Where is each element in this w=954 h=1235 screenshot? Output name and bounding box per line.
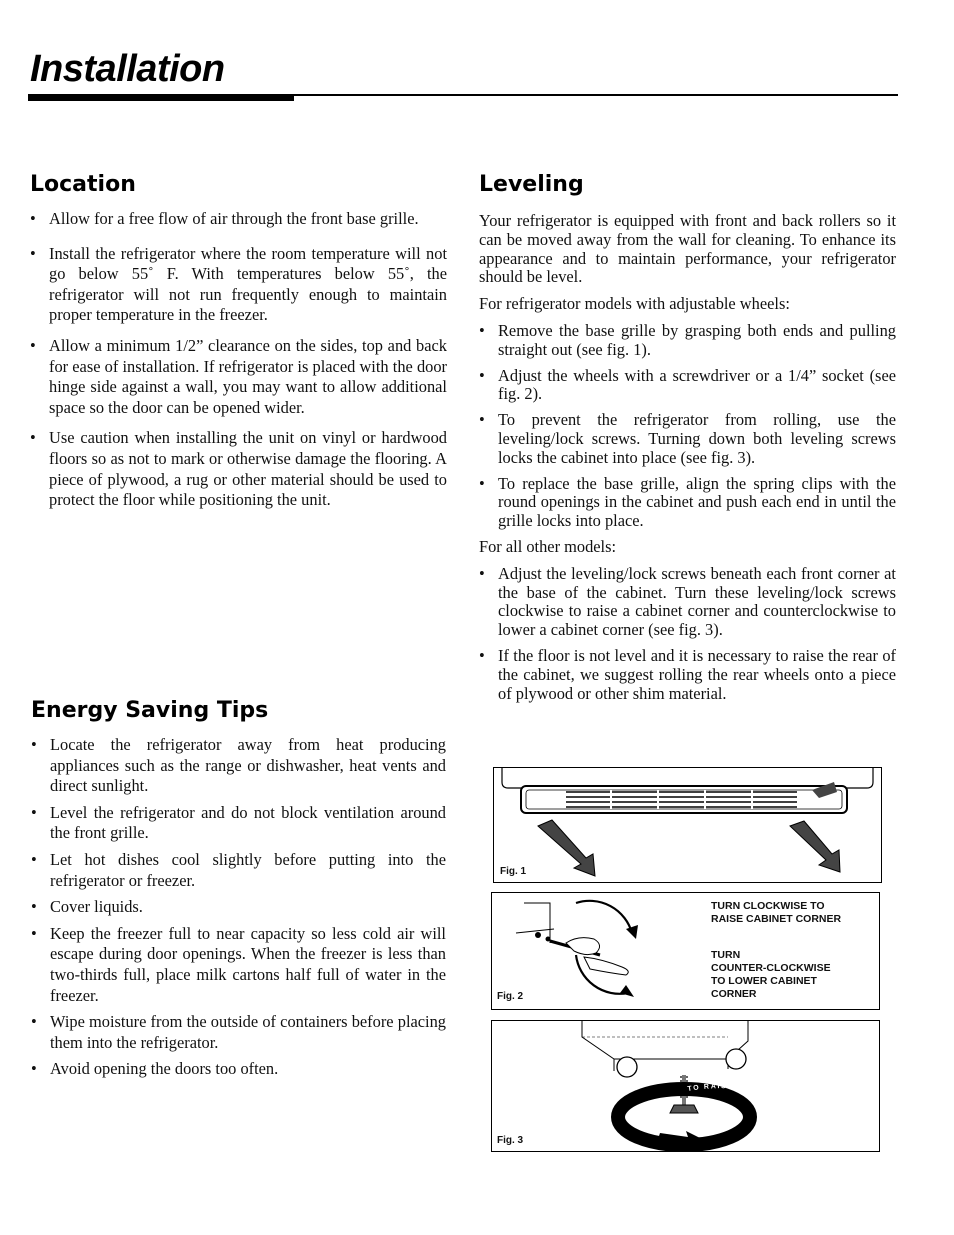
location-list	[30, 209, 447, 511]
list-item: • Adjust the wheels with a screwdriver or a 1/4” socket (see fig. 2).	[479, 367, 896, 405]
energy-list	[31, 735, 446, 1080]
list-item: • Allow a minimum 1/2” clearance on the sides, top and back for ease of installation. If refrigerator is placed with the door hinge side against a wall, you may want to allow additional space so the door can be opened wider.	[30, 336, 447, 418]
raise-arc-label: TO RAISE CABINET	[687, 1083, 781, 1101]
energy-heading: Energy Saving Tips	[31, 698, 269, 723]
adjustable-intro: For refrigerator models with adjustable wheels:	[479, 294, 790, 314]
list-item: • Allow for a free flow of air through the front base grille.	[30, 209, 447, 230]
fig2-label: Fig. 2	[497, 991, 524, 1002]
title-rule-accent	[28, 94, 294, 101]
figure-2	[491, 892, 880, 1010]
lower-arc-label: TO LOWER CABINET	[572, 1087, 621, 1144]
list-item: • Install the refrigerator where the room temperature will not go below 55˚ F. With temperatures below 55˚, the refrigerator will not run frequently enough to maintain proper temperature in the freezer.	[30, 244, 447, 326]
list-item: • If the floor is not level and it is necessary to raise the rear of the cabinet, we suggest rolling the rear wheels onto a piece of plywood or other shim material.	[479, 647, 896, 703]
list-item: • Let hot dishes cool slightly before putting into the refrigerator or freezer.	[31, 850, 446, 891]
location-heading: Location	[30, 172, 136, 197]
adjustable-list	[479, 322, 896, 531]
leveling-heading: Leveling	[479, 172, 584, 197]
other-intro: For all other models:	[479, 536, 617, 556]
page-title: Installation	[30, 48, 225, 90]
grille-illustration	[494, 768, 881, 882]
list-item: • Avoid opening the doors too often.	[31, 1059, 446, 1080]
list-item: • Remove the base grille by grasping both ends and pulling straight out (see fig. 1).	[479, 322, 896, 360]
figure-1	[493, 767, 882, 883]
list-item: • Use caution when installing the unit on vinyl or hardwood floors so as not to mark or otherwise damage the flooring. A piece of plywood, a rug or other material should be used to protect the floor while positioning the unit.	[30, 428, 447, 510]
fig1-label: Fig. 1	[500, 866, 527, 877]
list-item: • Level the refrigerator and do not block ventilation around the front grille.	[31, 803, 446, 844]
list-item: • To replace the base grille, align the spring clips with the round openings in the cabinet and push each end in until the grille locks into place.	[479, 475, 896, 531]
location-section	[30, 209, 447, 511]
other-list	[479, 565, 896, 704]
list-item: • Adjust the leveling/lock screws beneath each front corner at the base of the cabinet. Turn these leveling/lock screws clockwise to raise a cabinet corner and counterclockwise to lower a cabinet corner (see fig. 3).	[479, 565, 896, 640]
figure-3	[491, 1020, 880, 1152]
list-item: • Keep the freezer full to near capacity so less cold air will escape during door openings. When the freezer is less than two-thirds full, place milk cartons half full of water in the freezer.	[31, 924, 446, 1006]
list-item: • Locate the refrigerator away from heat producing appliances such as the range or dishwasher, heat vents and direct sunlight.	[31, 735, 446, 797]
list-item: • Cover liquids.	[31, 897, 446, 918]
list-item: • To prevent the refrigerator from rolling, use the leveling/lock screws. Turning down both leveling screws locks the cabinet into place (see fig. 3).	[479, 411, 896, 467]
leveling-section	[479, 212, 896, 703]
leveling-intro: Your refrigerator is equipped with front and back rollers so it can be moved away from the wall for cleaning. To enhance its appearance and to maintain performance, your refrigerator should be level.	[479, 211, 896, 287]
clockwise-caption: TURN CLOCKWISE TO RAISE CABINET CORNER	[711, 900, 842, 925]
counter-clockwise-caption: TURN COUNTER-CLOCKWISE TO LOWER CABINET CORNER	[711, 949, 831, 1000]
leveling-screw-illustration	[492, 1021, 879, 1151]
energy-section	[31, 735, 446, 1080]
list-item: • Wipe moisture from the outside of containers before placing them into the refrigerator.	[31, 1012, 446, 1053]
fig3-label: Fig. 3	[497, 1135, 524, 1146]
